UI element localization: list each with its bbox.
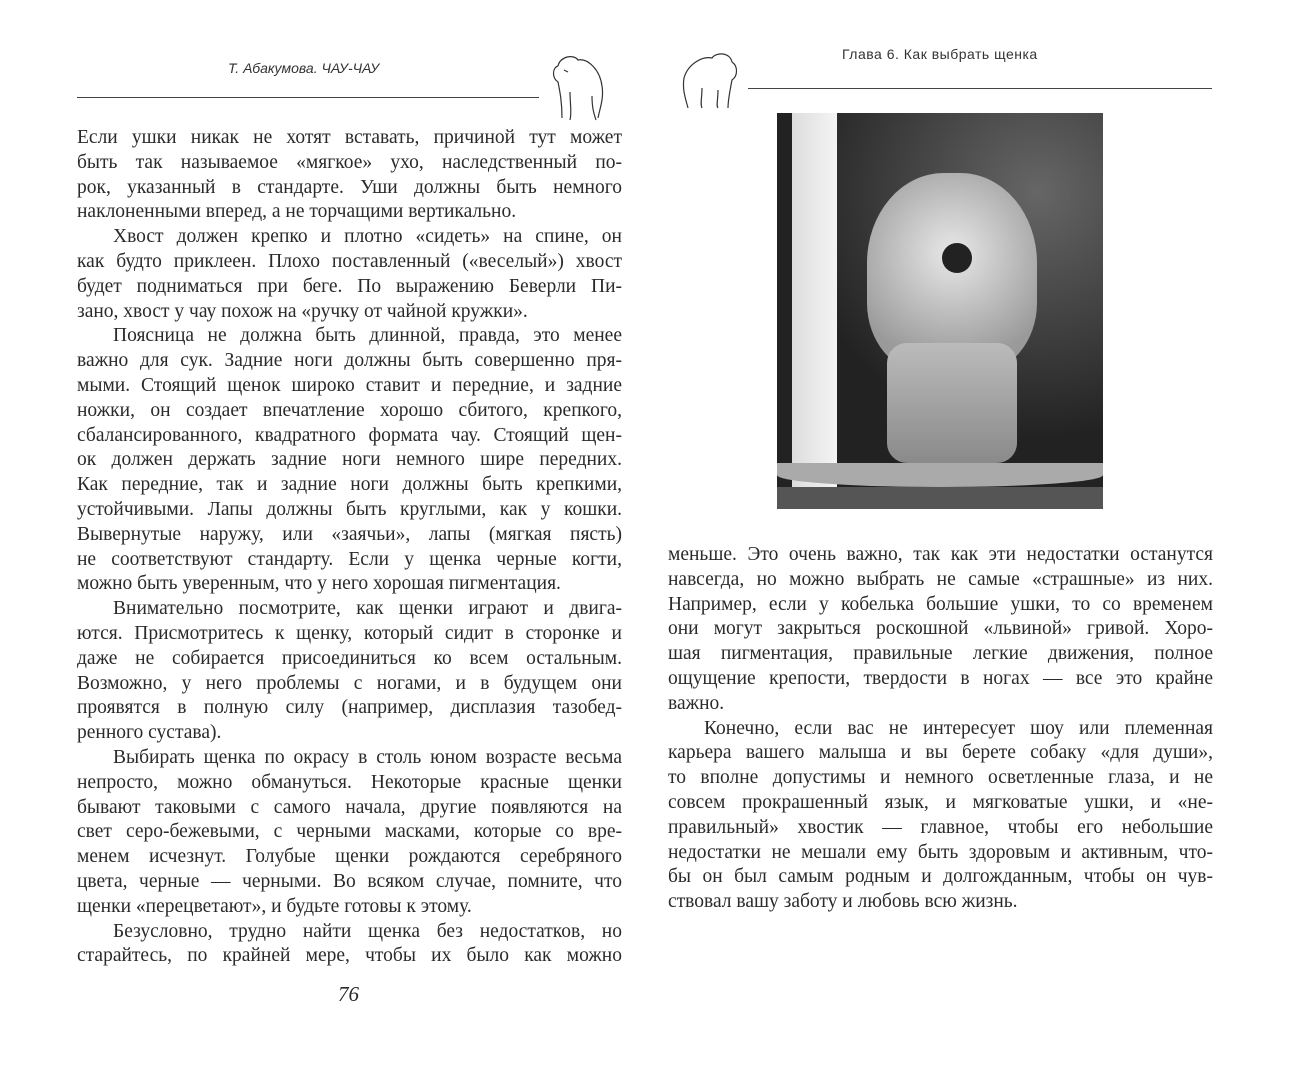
right-page-text (668, 543, 1213, 915)
text-line: Выбирать щенка по окрасу в столь юном возрасте весьма (113, 746, 622, 768)
text-line: навсегда, но можно выбрать не самые «страшные» из них. (668, 568, 1213, 590)
header-rule-left (77, 97, 539, 98)
text-line: будет подниматься при беге. По выражению Беверли Пи- (77, 275, 622, 297)
text-line: Поясница не должна быть длинной, правда, это менее (113, 325, 622, 347)
text-line: сбалансированного, квадратного формата чау. Стоящий щен- (77, 424, 622, 446)
text-line: ются. Присмотритесь к щенку, который сидит в сторонке и (77, 622, 622, 644)
text-line: мыми. Стоящий щенок широко ставит и передние, и задние (77, 374, 622, 396)
text-line: правильный» хвостик — главное, чтобы его небольшие (668, 816, 1213, 838)
text-line: карьера вашего малыша и вы берете собаку «для души», (668, 742, 1213, 764)
text-line: ощущение крепости, твердости в ногах — все это крайне (668, 667, 1213, 689)
text-line: Например, если у кобелька большие ушки, то со временем (668, 593, 1213, 615)
text-line: рок, указанный в стандарте. Уши должны быть немного (77, 176, 622, 198)
text-line: свет серо-бежевыми, с черными масками, которые со вре- (77, 821, 622, 843)
text-line: ствовал вашу заботу и любовь всю жизнь. (668, 891, 1018, 913)
text-line: важно. (668, 692, 725, 714)
text-line: Безусловно, трудно найти щенка без недостатков, но (113, 920, 622, 942)
text-line: они могут закрыться роскошной «львиной» гривой. Хоро- (668, 618, 1213, 640)
header-rule-right (748, 88, 1212, 89)
text-line: наклоненными вперед, а не торчащими вертикально. (77, 201, 517, 223)
text-line: быть так называемое «мягкое» ухо, наследственный по- (77, 151, 622, 173)
text-line: устойчивыми. Лапы должны быть круглыми, как у кошки. (77, 498, 622, 520)
text-line: то вполне допустимы и немного осветленные глаза, и не (668, 767, 1213, 789)
text-line: непросто, можно обмануться. Некоторые красные щенки (77, 771, 622, 793)
text-line: Как передние, так и задние ноги должны быть крепкими, (77, 474, 622, 496)
text-line: совсем прокрашенный язык, и мягковатые ушки, и «не- (668, 791, 1213, 813)
text-line: шая пигментация, правильные легкие движения, полное (668, 643, 1213, 665)
text-line: Конечно, если вас не интересует шоу или племенная (704, 717, 1213, 739)
running-header-left: Т. Абакумова. ЧАУ-ЧАУ (228, 60, 380, 76)
text-line: Если ушки никак не хотят вставать, причиной тут может (77, 127, 622, 148)
text-line: зано, хвост у чау похож на «ручку от чайной кружки». (77, 300, 528, 322)
text-line: Внимательно посмотрите, как щенки играют и двига- (113, 598, 622, 620)
running-header-right: Глава 6. Как выбрать щенка (842, 46, 1038, 62)
chow-chow-vignette-icon (548, 52, 608, 124)
left-page-text (77, 126, 622, 969)
text-line: недостатки не мешали ему быть здоровым и активным, что- (668, 841, 1213, 863)
text-line: даже не собирается присоединиться ко всем остальным. (77, 647, 622, 669)
text-line: Вывернутые наружу, или «заячьи», лапы (мягкая пясть) (77, 523, 622, 545)
text-line: Хвост должен крепко и плотно «сидеть» на спине, он (113, 226, 622, 248)
text-line: ок должен держать задние ноги немного шире передних. (77, 449, 622, 471)
text-line: ренного сустава). (77, 722, 222, 744)
text-line: ножки, он создает впечатление хорошо сбитого, крепкого, (77, 399, 622, 421)
text-line: проявятся в полную силу (например, дисплазия тазобед- (77, 697, 622, 719)
text-line: можно быть уверенным, что у него хорошая пигментация. (77, 573, 561, 595)
text-line: не соответствуют стандарту. Если у щенка черные когти, (77, 548, 622, 570)
page-number: 76 (338, 982, 359, 1006)
text-line: щенки «перецветают», и будьте готовы к этому. (77, 895, 472, 917)
text-line: цвета, черные — черными. Во всяком случае, помните, что (77, 870, 622, 892)
text-line: бывают таковыми с самого начала, другие появляются на (77, 796, 622, 818)
text-line: Возможно, у него проблемы с ногами, и в будущем они (77, 672, 622, 694)
text-line: менем исчезнут. Голубые щенки рождаются серебряного (77, 846, 622, 868)
chow-chow-puppy-photo (777, 113, 1103, 509)
chow-chow-vignette-icon (672, 50, 742, 112)
text-line: как будто приклеен. Плохо поставленный («веселый») хвост (77, 250, 622, 272)
text-line: старайтесь, по крайней мере, чтобы их было как можно (77, 945, 622, 967)
text-line: важно для сук. Задние ноги должны быть совершенно пря- (77, 350, 622, 372)
text-line: меньше. Это очень важно, так как эти недостатки останутся (668, 544, 1213, 565)
text-line: бы он был самым родным и долгожданным, чтобы он чув- (668, 866, 1213, 888)
